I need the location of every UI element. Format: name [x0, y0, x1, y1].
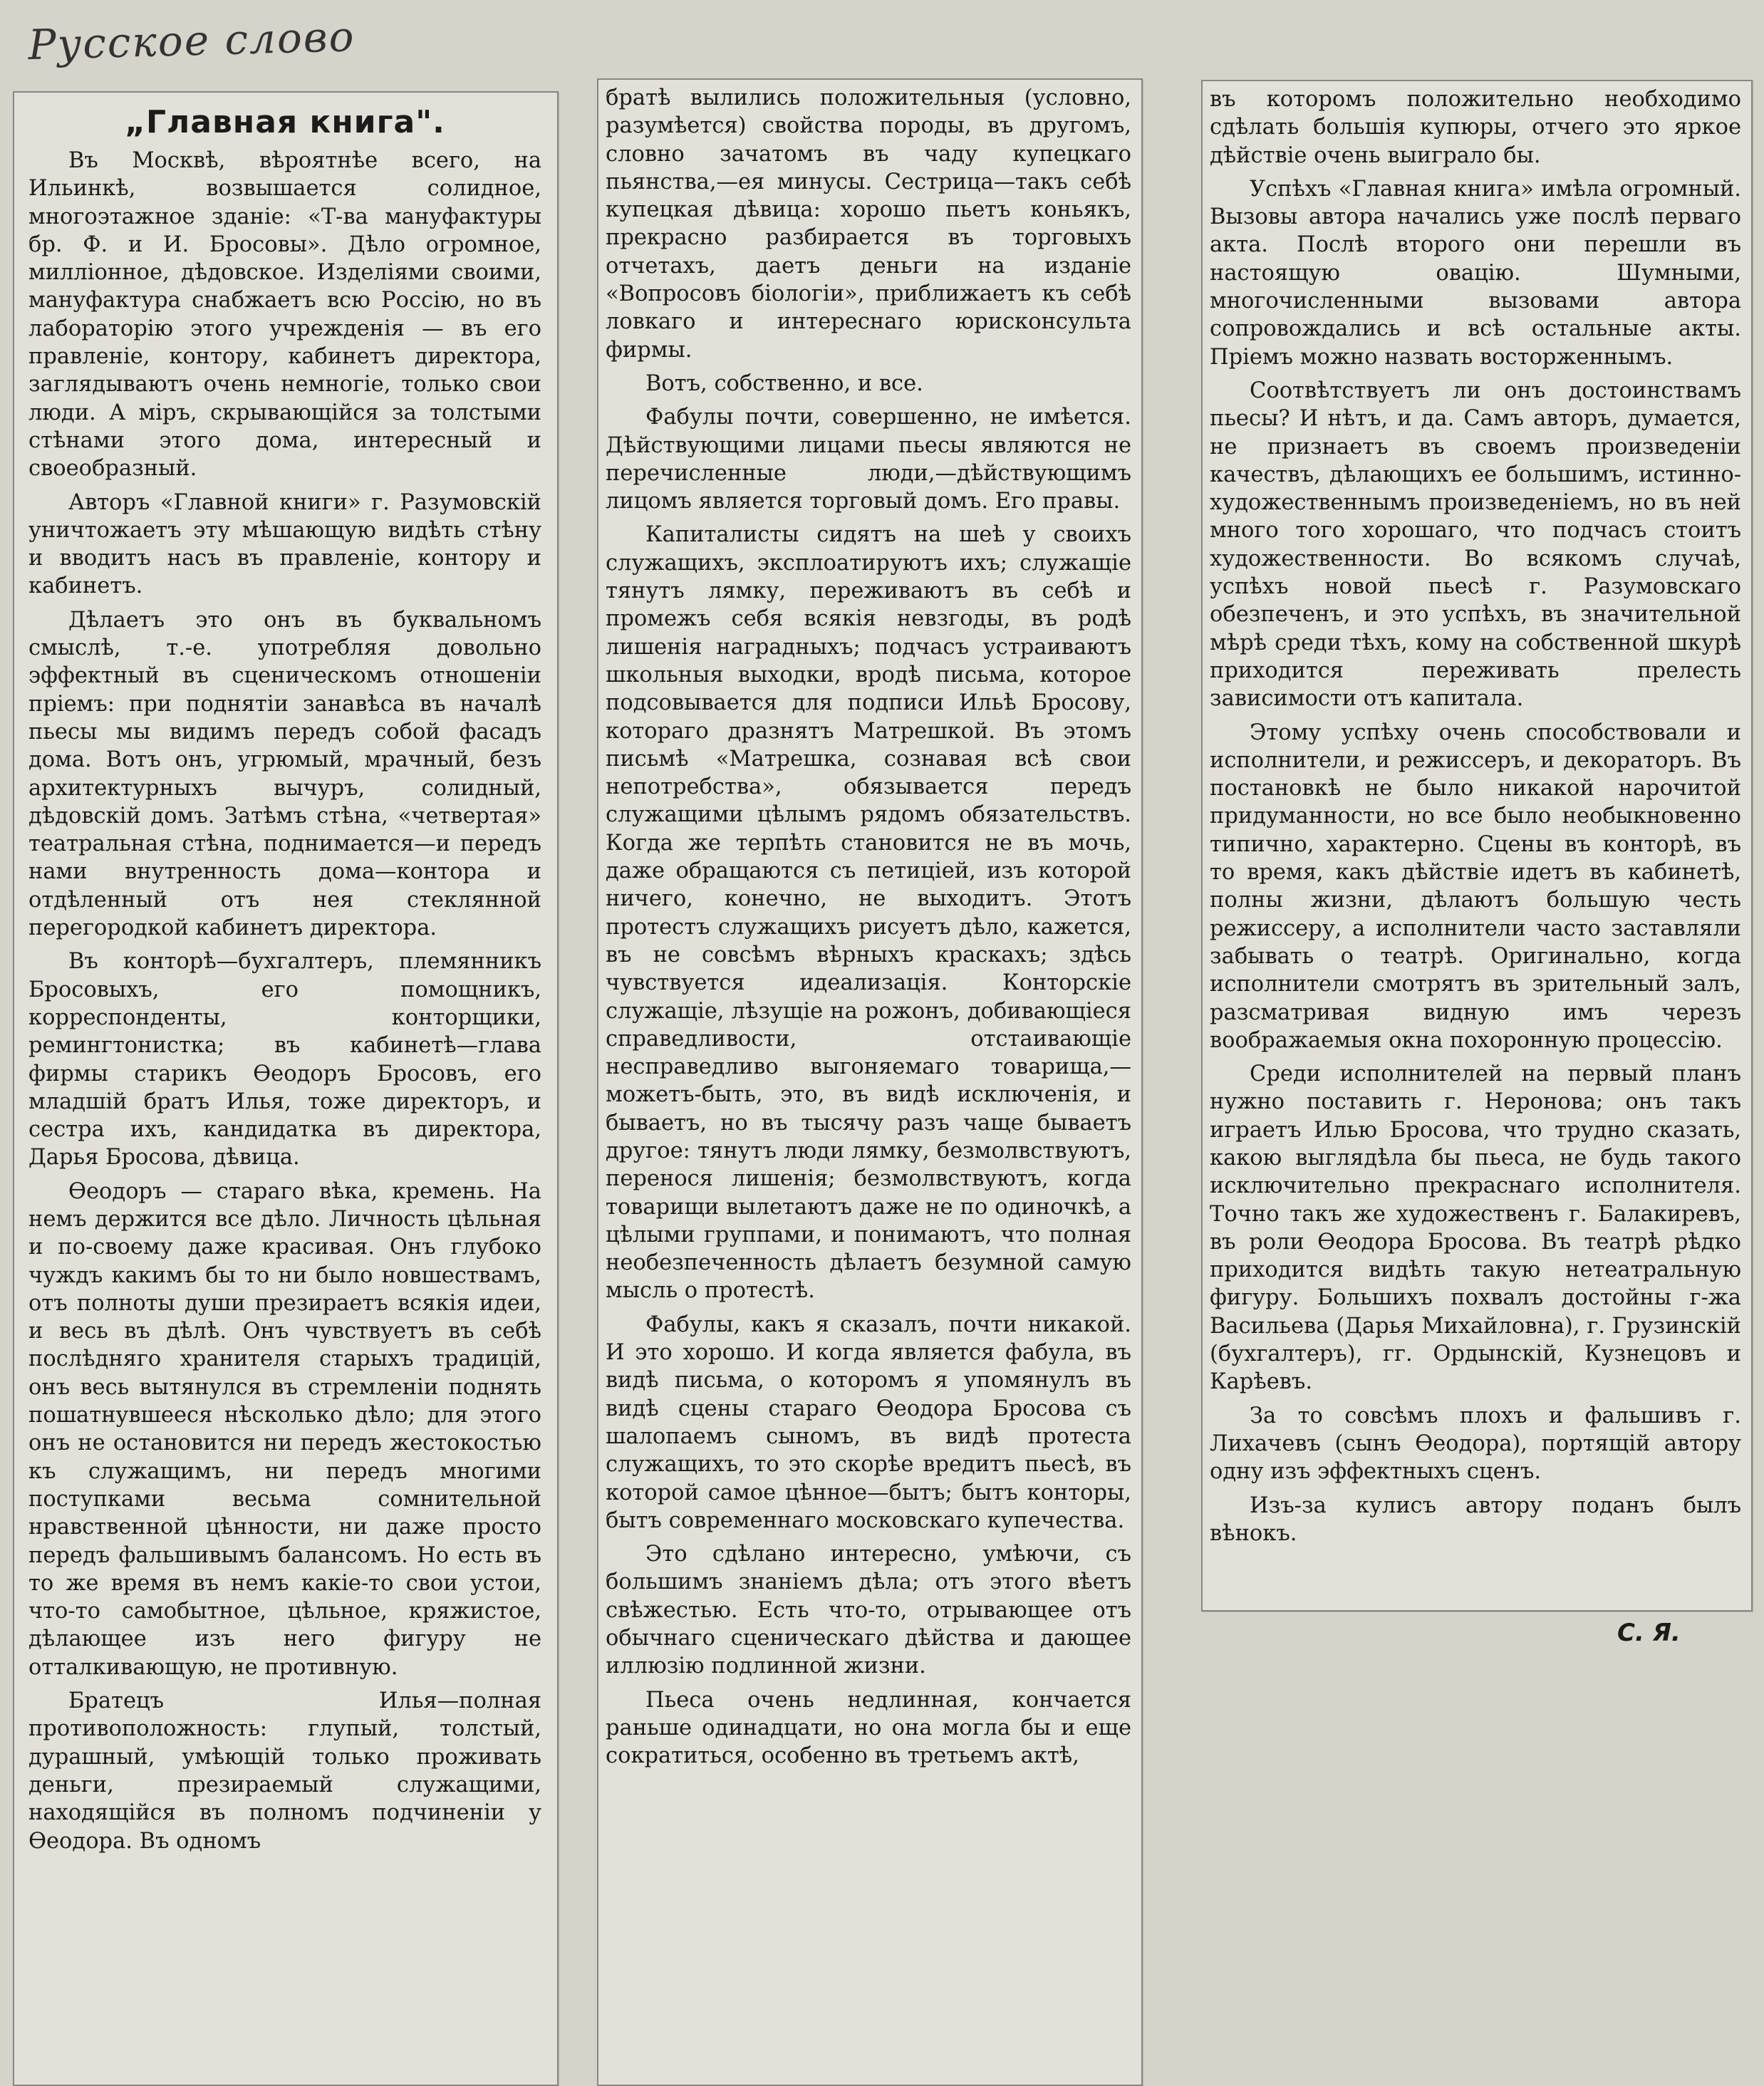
paragraph: Въ конторѣ—бухгалтеръ, племянникъ Бросовыхъ, его помощникъ, корреспонденты, конторщики, ремингтонистка; въ кабинетѣ—глава фирмы старикъ Ѳеодоръ Бросовъ, его младшій братъ Илья, тоже директоръ, и сестра ихъ, кандидатка въ директора, Дарья Бросова, дѣвица.: [28, 949, 541, 1171]
paragraph: Изъ-за кулисъ автору поданъ былъ вѣнокъ.: [1210, 1493, 1741, 1546]
paragraph: Братецъ Илья—полная противоположность: глупый, толстый, дурашный, умѣющій только проживать деньги, презираемый служащими, находящійся въ полномъ подчиненіи у Ѳеодора. Въ одномъ: [28, 1688, 541, 1854]
paragraph: Пьеса очень недлинная, кончается раньше одинадцати, но она могла бы и еще сократиться, особенно въ третьемъ актѣ,: [606, 1687, 1131, 1769]
author-signature: С. Я.: [1617, 1619, 1681, 1647]
paragraph: Капиталисты сидятъ на шеѣ у своихъ служащихъ, эксплоатируютъ ихъ; служащіе тянутъ лямку, переживаютъ въ себѣ и промежъ себя всякія невзгоды, въ родѣ лишенія наградныхъ; подчасъ устраиваютъ школьныя выходки, вродѣ письма, которое подсовывается для подписи Ильѣ Бросову, котораго дразнятъ Матрешкой. Въ этомъ письмѣ «Матрешка, сознавая всѣ свои непотребства», обязывается передъ служащими цѣлымъ рядомъ обязательствъ. Когда же терпѣть становится не въ мочь, даже обращаются съ петиціей, изъ которой ничего, конечно, не выходитъ. Этотъ протестъ служащихъ рисуетъ дѣло, кажется, въ не совсѣмъ вѣрныхъ краскахъ; здѣсь чувствуется идеализація. Конторскіе служащіе, лѣзущіе на рожонъ, добивающіеся справедливости, отстаивающіе несправедливо выгоняемаго товарища,—можетъ-быть, это, въ видѣ исключенія, и бываетъ, но въ тысячу разъ чаще бываетъ другое: тянутъ люди лямку, безмолвствуютъ, перенося лишенія; безмолвствуютъ, когда товарищи вылетаютъ даже не по одиночкѣ, а цѣлыми группами, и понимаютъ, что полная необезпеченность дѣлаетъ безумной самую мысль о протестѣ.: [606, 522, 1131, 1304]
article-column-2: [606, 84, 1131, 2079]
paragraph: Соотвѣтствуетъ ли онъ достоинствамъ пьесы? И нѣтъ, и да. Самъ авторъ, думается, не признаетъ въ своемъ произведеніи качествъ, дѣлающихъ ее большимъ, истинно-художественнымъ произведеніемъ, но въ ней много того хорошаго, что подчасъ стоитъ художественности. Во всякомъ случаѣ, успѣхъ новой пьесѣ г. Разумовскаго обезпеченъ, и это успѣхъ, въ значительной мѣрѣ среди тѣхъ, кому на собственной шкурѣ приходится переживать прелесть зависимости отъ капитала.: [1210, 378, 1741, 712]
paragraph: За то совсѣмъ плохъ и фальшивъ г. Лихачевъ (сынъ Ѳеодора), портящій автору одну изъ эффектныхъ сценъ.: [1210, 1403, 1741, 1485]
paragraph: Авторъ «Главной книги» г. Разумовскій уничтожаетъ эту мѣшающую видѣть стѣну и вводитъ насъ въ правленіе, контору и кабинетъ.: [28, 489, 541, 599]
paragraph: Этому успѣху очень способствовали и исполнители, и режиссеръ, и декораторъ. Въ постановкѣ не было никакой нарочитой придуманности, но все было необыкновенно типично, характерно. Сцены въ конторѣ, въ то время, какъ дѣйствіе идетъ въ кабинетѣ, полны жизни, дѣлаютъ большую честь режиссеру, а исполнители часто заставляли забывать о театрѣ. Оригинально, когда исполнители смотрятъ въ зрительный залъ, разсматривая видную имъ черезъ воображаемыя окна похоронную процессію.: [1210, 720, 1741, 1053]
paragraph: Среди исполнителей на первый планъ нужно поставить г. Неронова; онъ такъ играетъ Илью Бросова, что трудно сказать, какою выглядѣла бы пьеса, не будь такого исключительно прекраснаго исполнителя. Точно такъ же художественъ г. Балакиревъ, въ роли Ѳеодора Бросова. Въ театрѣ рѣдко приходится видѣть такую нетеатральную фигуру. Большихъ похвалъ достойны г-жа Васильева (Дарья Михайловна), г. Грузинскій (бухгалтеръ), гг. Ордынскій, Кузнецовъ и Карѣевъ.: [1210, 1062, 1741, 1395]
paragraph: Вотъ, собственно, и все.: [645, 370, 923, 396]
paragraph: Ѳеодоръ — стараго вѣка, кремень. На немъ держится все дѣло. Личность цѣльная и по-своему даже красивая. Онъ глубоко чуждъ какимъ бы то ни было новшествамъ, отъ полноты души презираетъ всякія идеи, и весь въ дѣлѣ. Онъ чувствуетъ въ себѣ послѣдняго хранителя старыхъ традицій, онъ весь вытянулся въ стремленіи поднять пошатнувшееся нѣсколько дѣло; для этого онъ не останoвится ни передъ жестокостью къ служащимъ, ни передъ многими поступками весьма сомнительной нравственной цѣнности, ни даже просто передъ фальшивымъ балансомъ. Но есть въ то же время въ немъ какіе-то свои устои, что-то самобытное, цѣльное, кряжистое, дѣлающее изъ него фигуру не отталкивающую, не противную.: [28, 1178, 541, 1680]
paragraph: Успѣхъ «Главная книга» имѣла огромный. Вызовы автора начались уже послѣ перваго акта. Послѣ второго они перешли въ настоящую овацію. Шумными, многочисленными вызовами автора сопровождались и всѣ остальные акты. Пріемъ можно назвать восторженнымъ.: [1210, 176, 1741, 370]
article-title: „Главная книга".: [125, 104, 445, 140]
paragraph: Фабулы, какъ я сказалъ, почти никакой. И это хорошо. И когда является фабула, въ видѣ письма, о которомъ я упомянулъ въ видѣ сцены стараго Ѳеодора Бросова съ шалопаемъ сыномъ, въ видѣ протеста служащихъ, то это скорѣе вредитъ пьесѣ, въ которой самое цѣнное—бытъ; бытъ конторы, бытъ современнаго московскаго купечества.: [606, 1312, 1131, 1533]
paragraph: въ которомъ положительно необходимо сдѣлать большія купюры, отчего это яркое дѣйствіе очень выиграло бы.: [1210, 87, 1741, 168]
handwritten-masthead: Русское слово: [27, 12, 356, 70]
paragraph: Фабулы почти, совершенно, не имѣется. Дѣйствующими лицами пьесы являются не перечисленные люди,—дѣйствующимъ лицомъ является торговый домъ. Его правы.: [606, 405, 1131, 514]
paragraph: братѣ вылились положительныя (условно, разумѣется) свойства породы, въ другомъ, словно зачатомъ въ чаду купецкаго пьянства,—ея минусы. Сестрица—такъ себѣ купецкая дѣвица: хорошо пьетъ коньякъ, прекрасно разбирается въ торговыхъ отчетахъ, даетъ деньги на изданіе «Вопросовъ біологіи», приближаетъ къ себѣ ловкаго и интереснаго юрисконсульта фирмы.: [606, 85, 1131, 363]
paragraph: Дѣлаетъ это онъ въ буквальномъ смыслѣ, т.-е. употребляя довольно эффектный въ сценическомъ отношеніи пріемъ: при поднятіи занавѣса въ началѣ пьесы мы видимъ передъ собой фасадъ дома. Вотъ онъ, угрюмый, мрачный, безъ архитектурныхъ вычуръ, солидный, дѣдовскій домъ. Затѣмъ стѣна, «четвертая» театральная стѣна, поднимается—и передъ нами внутренность дома—контора и отдѣленный отъ нея стеклянной перегородкой кабинетъ директора.: [28, 607, 541, 941]
article-column-1: [28, 100, 541, 2073]
article-column-3: [1210, 85, 1741, 1603]
paragraph: Въ Москвѣ, вѣроятнѣе всего, на Ильинкѣ, возвышается солидное, многоэтажное зданіе: «Т-ва мануфактуры бр. Ф. и И. Бросовы». Дѣло огромное, милліонное, дѣдовское. Изделіями своими, мануфактура снабжаетъ всю Россію, но въ лабораторію этого учрежденія — въ его правленіе, контору, кабинетъ директора, заглядываютъ очень немногіе, только свои люди. А міръ, скрывающійся за толстыми стѣнами этого дома, интересный и своеобразный.: [28, 148, 541, 482]
paragraph: Это сдѣлано интересно, умѣючи, съ большимъ знаніемъ дѣла; отъ этого вѣетъ свѣжестью. Есть что-то, отрывающее отъ обычнаго сценическаго дѣйства и дающее иллюзію подлинной жизни.: [606, 1542, 1131, 1679]
